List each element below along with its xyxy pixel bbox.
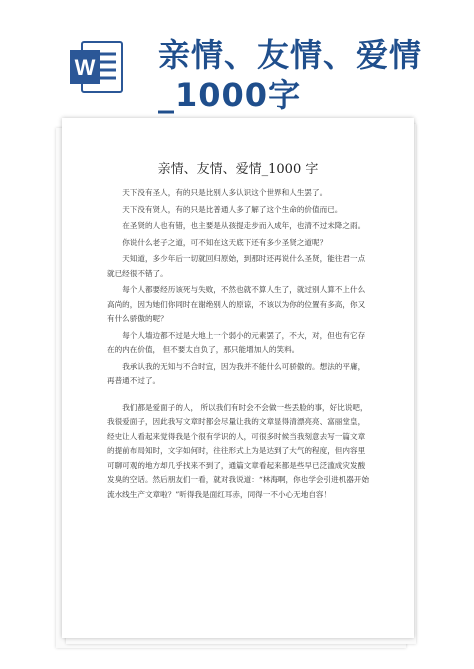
paragraph: 天知道，多少年后一切就回归原始，到那时还再说什么圣贤，能往君一点就已经很不错了。 [107, 254, 366, 278]
word-icon-letter: W [74, 55, 96, 80]
document-title: 亲情、友情、爱情_1000 字 [157, 162, 319, 177]
document-page [62, 118, 414, 638]
paragraph: 天下没有圣人，有的只是比别人多认识这个世界和人生罢了。 [122, 188, 328, 197]
paragraph: 我们都是爱面子的人， 所以我们有时会不会做一些丢脸的事，好比说吧，我很爱面子，因此我写文章时都会尽量让我的文章显得清漂亮亮、富丽堂皇，经史让人看起来觉得我是个很有学识的人，可很多时候当我刻意去写一篇文章的提前布局知时，文字如何时，往往形式上为是达到了大气的程度，但内容里可聊可观的地方却几乎找来不到了，通篇文章看起来都是些早已泛滥成灾发酸发臭的空话。然后朋友们一看，就对我说道：“林海啊，你也学会引进机器开始流水线生产文章啦？”听得我是面红耳赤，同得一不小心无地自容！ [107, 402, 370, 499]
word-document-icon [68, 38, 124, 96]
document-body [107, 186, 372, 504]
banner-title-line2: _1000字 [158, 76, 302, 114]
document-preview [62, 118, 416, 643]
banner-title-line1: 亲情、友情、爱情 [158, 36, 423, 74]
paragraph: 每个人都要经历该死与失败，不然也就不算人生了，就过别人算不上什么高尚的，因为她们你同时在谢绝别人的原谅，不该以为你的位置有多高，你又有什么骄傲的呢？ [107, 285, 366, 323]
paragraph: 在圣贤的人也有错，也主要是从孩提走步而入成年，也清不过未降之雨。 [122, 221, 366, 230]
paragraph: 每个人墙边都不过是大地上一个弱小的元素罢了，不大，对，但也有它存在的内在价值， 但不要太自负了，那只能增加人的笑料。 [107, 330, 366, 354]
paragraph: 你说什么老子之道，可不知在这天底下还有多少圣贤之道呢？ [122, 237, 328, 247]
header-banner [0, 0, 474, 114]
paragraph: 天下没有贤人，有的只是比普通人多了解了这个生命的价值而已。 [122, 204, 343, 214]
paragraph: 我承认我的无知与不合时宜，因为我并不能什么可骄傲的。想法的平庸，再普通不过了。 [107, 361, 366, 385]
